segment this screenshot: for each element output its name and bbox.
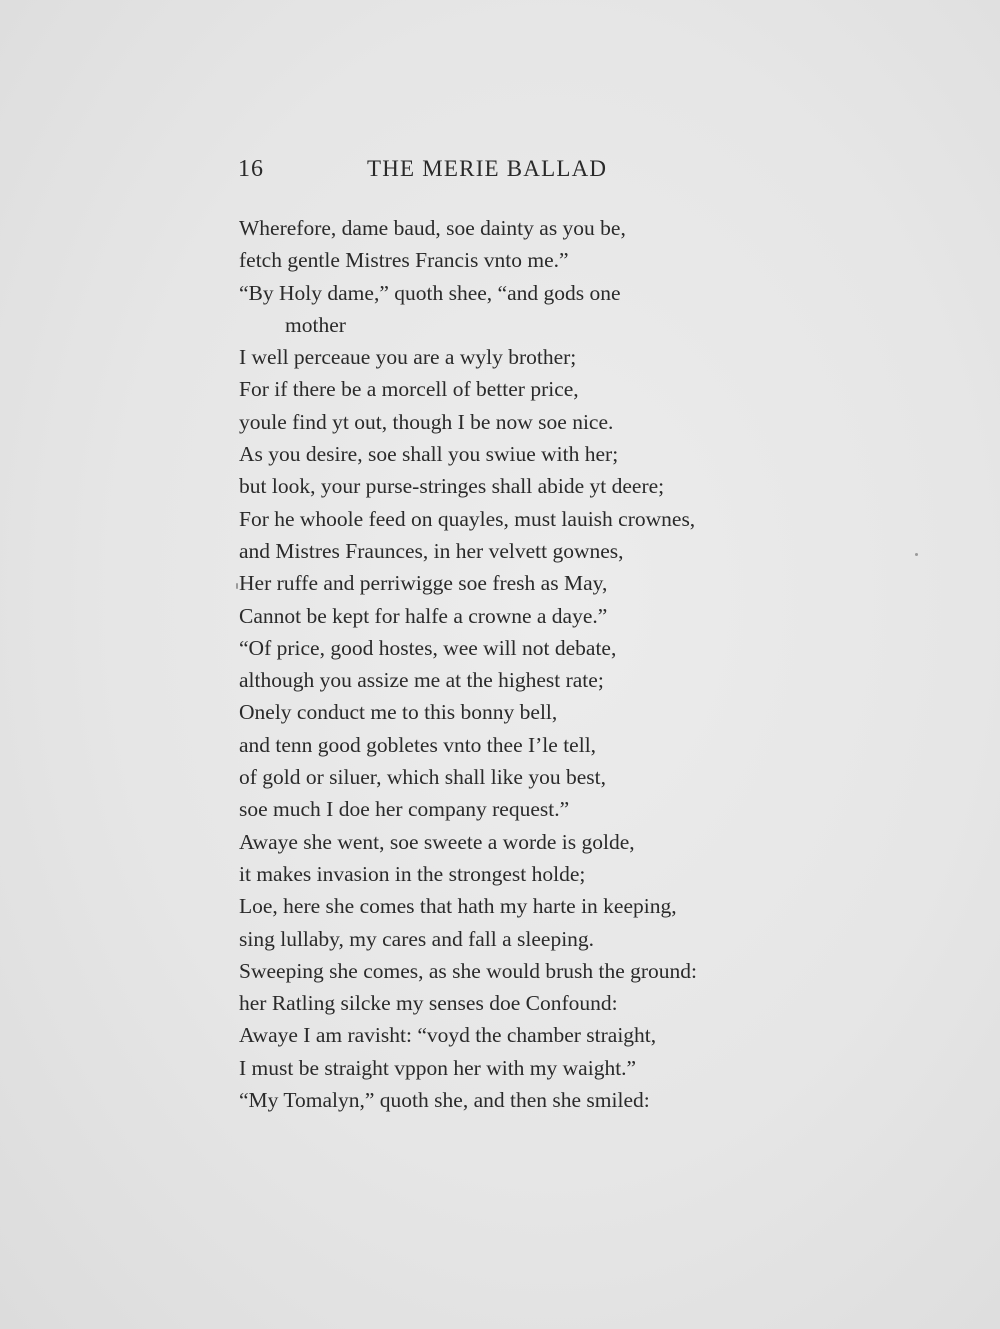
verse-line: although you assize me at the highest rate; [239,668,604,693]
verse-line: fetch gentle Mistres Francis vnto me.” [239,248,569,273]
verse-line: For he whoole feed on quayles, must lauish crownes, [239,506,696,531]
verse-line: sing lullaby, my cares and fall a sleeping. [239,926,595,951]
verse-line: “By Holy dame,” quoth shee, “and gods one [239,280,621,305]
verse-line: As you desire, soe shall you swiue with her; [239,442,619,467]
paper-speck [236,583,238,589]
verse-line: “Of price, good hostes, wee will not debate, [239,635,617,660]
verse-line: mother [285,312,346,337]
verse-line: Awaye I am ravisht: “voyd the chamber straight, [239,1023,657,1048]
verse-line: but look, your purse-stringes shall abide yt deere; [239,474,665,499]
verse-line: I well perceaue you are a wyly brother; [239,345,577,370]
verse-line: I must be straight vppon her with my waight.” [239,1055,637,1080]
verse-line: Cannot be kept for halfe a crowne a daye.” [239,603,608,628]
verse-line: and Mistres Fraunces, in her velvett gownes, [239,538,624,563]
verse-line: Awaye she went, soe sweete a worde is golde, [239,829,635,854]
running-title: THE MERIE BALLAD [367,156,608,181]
verse-line: her Ratling silcke my senses doe Confound: [239,991,618,1016]
verse-line: Loe, here she comes that hath my harte in keeping, [239,894,677,919]
verse-line: it makes invasion in the strongest holde; [239,861,586,886]
verse-line: Onely conduct me to this bonny bell, [239,700,558,725]
verse-line: of gold or siluer, which shall like you best, [239,765,606,790]
poem-text [239,212,759,1116]
verse-line: Her ruffe and perriwigge soe fresh as May, [239,571,608,596]
paper-speck [915,553,918,556]
verse-line: Wherefore, dame baud, soe dainty as you be, [239,216,626,240]
verse-line: soe much I doe her company request.” [239,797,570,822]
page-number: 16 [238,156,264,182]
verse-line: “My Tomalyn,” quoth she, and then she smiled: [239,1088,650,1113]
verse-line: youle find yt out, though I be now soe nice. [239,409,614,434]
verse-line: and tenn good gobletes vnto thee I’le tell, [239,732,597,757]
verse-line: For if there be a morcell of better price, [239,377,579,402]
verse-line: Sweeping she comes, as she would brush the ground: [239,958,697,983]
